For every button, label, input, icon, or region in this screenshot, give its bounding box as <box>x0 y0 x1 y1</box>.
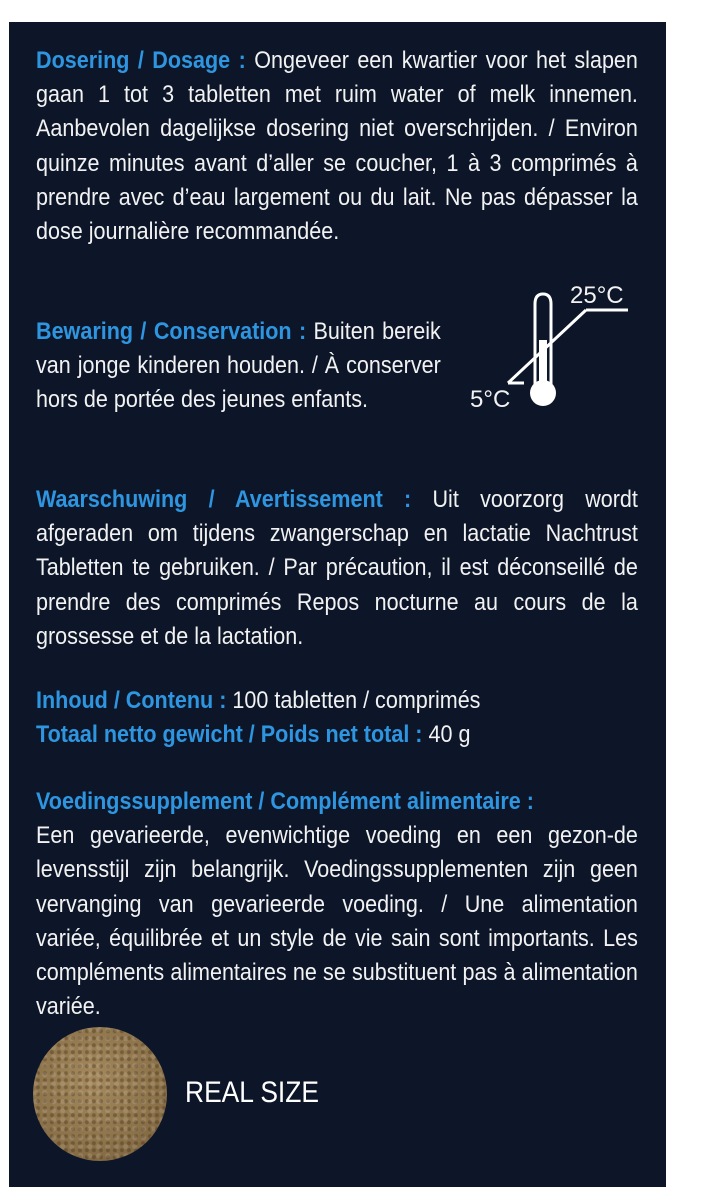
real-size-caption: REAL SIZE <box>185 1076 320 1109</box>
thermometer-icon <box>458 280 658 420</box>
warning-text: Uit voorzorg wordt afgeraden om tijdens zwangerschap en lactatie Nachtrust Tabletten te gebruiken. / Par précaution, il est déconseillé de prendre des comprimés Repos nocturne au cours de la grossesse et de la lactation. <box>36 486 638 650</box>
storage-text: Buiten bereik van jonge kinderen houden. / À conserver hors de portée des jeunes enfants. <box>36 318 441 414</box>
contents-section <box>36 684 638 752</box>
dosage-section <box>36 44 638 249</box>
net-weight-label: Totaal netto gewicht / Poids net total : <box>36 721 423 749</box>
storage-section <box>36 315 441 418</box>
storage-label: Bewaring / Conservation : <box>36 318 307 345</box>
temp-min-label: 5°C <box>470 386 511 413</box>
dosage-text: Ongeveer een kwartier voor het slapen gaan 1 tot 3 tabletten met ruim water of melk innemen. Aanbevolen dagelijkse dosering niet overschrijden. / Environ quinze minutes avant d’aller se coucher, 1 à 3 comprimés à prendre avec d’eau largement ou du lait. Ne pas dépasser la dose journalière recommandée. <box>36 47 638 246</box>
supplement-label: Voedingssupplement / Complément alimentaire : <box>36 788 534 815</box>
supplement-text: Een gevarieerde, evenwichtige voeding en een gezon-de levensstijl zijn belangrijk. Voedingssupplementen zijn geen vervanging van gevarieerde voeding. / Une alimentation variée, équilibrée et un style de vie sain sont importants. Les compléments alimentaires ne se substituent pas à alimentation variée. <box>36 822 638 1021</box>
contents-text: 100 tabletten / comprimés <box>226 687 481 714</box>
net-weight-text: 40 g <box>422 721 471 749</box>
supplement-section <box>36 785 638 1024</box>
dosage-label: Dosering / Dosage : <box>36 47 246 74</box>
warning-label: Waarschuwing / Avertissement : <box>36 486 412 513</box>
warning-section <box>36 483 638 654</box>
tablet-image <box>33 1027 167 1161</box>
temp-max-label: 25°C <box>570 282 624 309</box>
contents-label: Inhoud / Contenu : <box>36 687 227 714</box>
